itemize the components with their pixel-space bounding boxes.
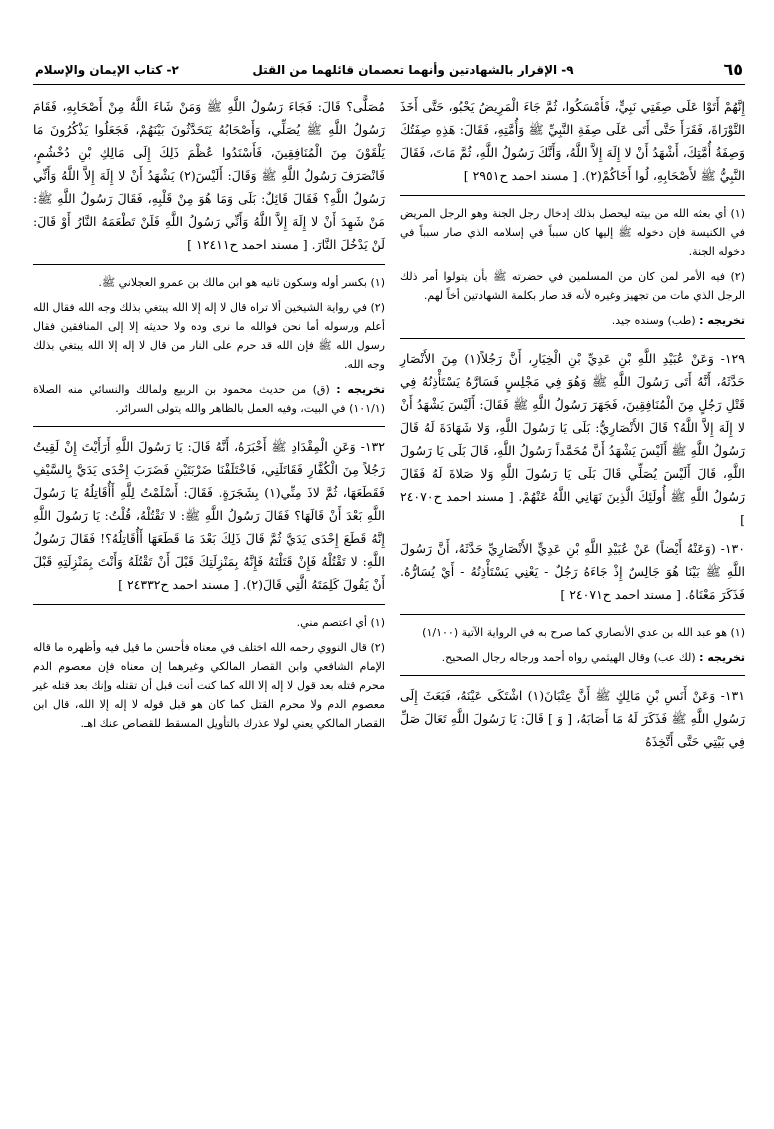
takhrij [400, 311, 745, 330]
footnote: (١) أي بعثه الله من بيته ليحصل بذلك إدخال رجل الجنة وهو الرجل المريض في الكنيسة فإن دخوله ﷺ إليها كان سبباً في إسلامه الذي صار سبباً في دخوله الجنة. [400, 207, 745, 258]
takhrij-label: تخريجه : [336, 383, 386, 396]
header-divider [33, 84, 745, 85]
footnote-divider [400, 195, 745, 196]
takhrij-label: تخريجه : [699, 651, 745, 664]
footnote: (٢) فيه الأمر لمن كان من المسلمين في حضرته ﷺ بأن يتولوا أمر ذلك الرجل الذي مات من تجهيز وغيره لأنه قد صار بكلمة الشهادتين أخاً لهم. [400, 270, 745, 302]
hadith-continuation: إِنَّهُمْ أَتَوْا عَلَى صِفَتِي نَبِيٍّ، فَأَمْسَكُوا، ثُمَّ جَاءَ الْمَرِيضُ يَحْبُو، حَتَّى أَخَذَ التَّوْرَاةَ، فَقَرَأَ حَتَّى أَتَى عَلَى صِفَةِ النَّبِيِّ ﷺ وَأُمَّتِهِ، فَقَالَ: هَذِهِ صِفَتُكَ وَصِفَةُ أُمَّتِكَ، أَشْهَدُ أَنْ لا إِلَهَ إِلاَّ اللَّهُ، وَأَنَّكَ رَسُولُ اللَّهِ، ثُمَّ مَاتَ، فَقَالَ النَّبِيُّ ﷺ لأَصْحَابِهِ، لُوا أَخَاكُمْ(٢). [ مسند احمد ح٢٩٥١ ] [400, 99, 745, 183]
hadith-132: ١٣٢- وَعَنِ الْمِقْدَادِ ﷺ أَخْبَرَهُ، أَنَّهُ قَالَ: يَا رَسُولَ اللَّهِ أَرَأَيْتَ إِنْ لَقِيتُ رَجُلاً مِنَ الْكُفَّارِ فَقَاتَلَنِي، فَاخْتَلَفْنَا ضَرْبَتَيْنِ فَضَرَبَ إِحْدَى يَدَيَّ بِالسَّيْفِ فَقَطَعَهَا، ثُمَّ لاذَ مِنِّي(١) بِشَجَرَةٍ. فَقَالَ: أَسْلَمْتُ لِلَّهِ أَأُقَاتِلُهُ يَا رَسُولَ اللَّهِ بَعْدَ أَنْ قَالَهَا؟ فَقَالَ رَسُولُ اللَّهِ ﷺ: لا تَقْتُلْهُ، قُلْتُ: يَا رَسُولَ اللَّهِ إِنَّهُ قَطَعَ إِحْدَى يَدَيَّ ثُمَّ قَالَ ذَلِكَ بَعْدَ مَا قَطَعَهَا أَأُقَاتِلُهُ؟! فَقَالَ رَسُولُ اللَّهِ: لا تَقْتُلْهُ فَإِنْ قَتَلْتَهُ فَإِنَّهُ بِمَنْزِلَتِكَ قَبْلَ أَنْ تَقْتُلَهُ وَأَنْتَ بِمَنْزِلَتِهِ قَبْلَ أَنْ يَقُولَ كَلِمَتَهُ الَّتِي قَالَ(٢). [ مسند احمد ح٢٤٣٣٢ ] [33, 439, 385, 592]
footnote-divider [33, 264, 385, 265]
takhrij [33, 380, 385, 418]
takhrij [400, 648, 745, 667]
takhrij-label: تخريجه : [699, 314, 745, 327]
hadith-131-continuation: مُصَلًّى؟ قَالَ: فَجَاءَ رَسُولُ اللَّهِ ﷺ وَمَنْ شَاءَ اللَّهُ مِنْ أَصْحَابِهِ، فَقَامَ رَسُولُ اللَّهِ ﷺ يُصَلِّي، وَأَصْحَابُهُ يَتَحَدَّثُونَ بَيْنَهُمْ، فَجَعَلُوا يَذْكُرُونَ مَا يَلْقَوْنَ مِنَ الْمُنَافِقِينَ، فَأَسْنَدُوا عُظْمَ ذَلِكَ إِلَى مَالِكِ بْنِ دُخْشُمٍ، فَانْصَرَفَ رَسُولُ اللَّهِ ﷺ وَقَالَ: أَلَيْسَ(٢) يَشْهَدُ أَنْ لا إِلَهَ إِلاَّ اللَّهُ وَأَنِّي رَسُولُ اللَّهِ؟ فَقَالَ قَائِلٌ: بَلَى وَمَا هُوَ مِنْ قَلْبِهِ، فَقَالَ رَسُولُ اللَّهِ ﷺ: مَنْ شَهِدَ أَنْ لا إِلَهَ إِلاَّ اللَّهُ وَأَنِّي رَسُولُ اللَّهِ فَلَنْ تَطْعَمَهُ النَّارُ أَوْ قَالَ: لَنْ يَدْخُلَ النَّارَ. [ مسند احمد ح١٢٤١١ ] [33, 99, 385, 252]
section-divider [33, 426, 385, 427]
chapter-title: ٩- الإقرار بالشهادتين وأنهما تعصمان قائلهما من القتل [252, 63, 574, 77]
takhrij-text: (طب) وسنده جيد. [611, 314, 696, 327]
footnote: (١) بكسر أوله وسكون ثانيه هو ابن مالك بن عمرو العجلاني ﷺ. [98, 276, 385, 289]
hadith-130: ١٣٠- (وَعَنْهُ أَيْضاً) عَنْ عُبَيْدِ اللَّهِ بْنِ عَدِيٍّ الأَنْصَارِيِّ حَدَّثَهُ، أَنَّ رَسُولَ اللَّهِ ﷺ بَيْنَا هُوَ جَالِسٌ إِذْ جَاءَهُ رَجُلٌ - يَعْنِي يَسْتَأْذِنُهُ - أَيْ يُسَارُّهُ. فَذَكَرَ مَعْنَاهُ. [ مسند احمد ح٢٤٠٧١ ] [400, 541, 745, 602]
takhrij-text: (ق) من حديث محمود بن الربيع ولمالك والنسائي منه الصلاة (١٠١/١) في البيت، وفيه العمل بالظاهر والله يتولى السرائر. [33, 383, 385, 415]
footnote-divider [33, 604, 385, 605]
page-number: ٦٥ [723, 60, 743, 79]
hadith-131: ١٣١- وَعَنْ أَنَسِ بْنِ مَالِكٍ ﷺ أَنَّ عِتْبَانَ(١) اشْتَكَى عَيْنَهُ، فَبَعَثَ إِلَى رَسُولِ اللَّهِ ﷺ فَذَكَرَ لَهُ مَا أَصَابَهُ، [ وَ ] قَالَ: يَا رَسُولَ اللَّهِ تَعَالَ صَلِّ فِي بَيْتِي حَتَّى أَتَّخِذَهُ [400, 688, 745, 749]
footnote: (١) أي اعتصم مني. [296, 616, 385, 629]
takhrij-text: (لك عب) وقال الهيثمي رواه أحمد ورجاله رجال الصحيح. [441, 651, 696, 664]
hadith-129: ١٢٩- وَعَنْ عُبَيْدِ اللَّهِ بْنِ عَدِيِّ بْنِ الْخِيَارِ، أَنَّ رَجُلاً(١) مِنَ الأَنْصَارِ حَدَّثَهُ، أَنَّهُ أَتَى رَسُولَ اللَّهِ ﷺ وَهُوَ فِي مَجْلِسٍ فَسَارَّهُ يَسْتَأْذِنُهُ فِي قَتْلِ رَجُلٍ مِنَ الْمُنَافِقِينَ، فَجَهَرَ رَسُولُ اللَّهِ ﷺ فَقَالَ: أَلَيْسَ يَشْهَدُ أَنْ لا إِلَهَ إِلاَّ اللَّهُ؟ قَالَ الأَنْصَارِيُّ: بَلَى يَا رَسُولَ اللَّهِ، وَلا شَهَادَةَ لَهُ قَالَ رَسُولُ اللَّهِ ﷺ أَلَيْسَ يَشْهَدُ أَنَّ مُحَمَّداً رَسُولُ اللَّهِ، قَالَ بَلَى يَا رَسُولَ اللَّهِ، قَالَ أَلَيْسَ يُصَلِّي قَالَ بَلَى يَا رَسُولَ اللَّهِ وَلا صَلاةَ لَهُ فَقَالَ رَسُولُ اللَّهِ ﷺ أُولَئِكَ الَّذِينَ نَهَانِي اللَّهُ عَنْهُمْ. [ مسند احمد ح٢٤٠٧٠ ] [400, 351, 745, 527]
footnote-divider [400, 614, 745, 615]
footnote: (٢) في رواية الشيخين ألا تراه قال لا إله إلا الله يبتغي بذلك وجه الله فقال الله أعلم ورسوله أما نحن فوالله ما نرى وده ولا حديثه إلا إلى المنافقين فقال رسول الله ﷺ فإن الله قد حرم على النار من قال لا إله إلا الله يبتغي بذلك وجه الله. [33, 301, 385, 371]
book-title: ٢- كتاب الإيمان والإسلام [35, 63, 179, 77]
left-column [33, 95, 385, 739]
section-divider [400, 675, 745, 676]
page-header [33, 58, 745, 82]
section-divider [400, 338, 745, 339]
right-column [400, 95, 745, 759]
footnote: (٢) قال النووي رحمه الله اختلف في معناه فأحسن ما قيل فيه وأظهره ما قاله الإمام الشافعي وابن القصار المالكي وغيرهما إن معناه فإن معصوم الدم محرم قتله بعد قول لا إله إلا الله كما كنت أنت قبل أن تقتله وإنك بعد قتله غير معصوم الدم ولا محرم القتل كما كان هو قبل قوله لا إله إلا الله، قال ابن القصار المالكي يعني لولا عذرك بالتأويل المسقط للقصاص عنك اهـ. [33, 641, 385, 730]
footnote: (١) هو عبد الله بن عدي الأنصاري كما صرح به في الرواية الآتية (١/١٠٠) [422, 626, 745, 639]
